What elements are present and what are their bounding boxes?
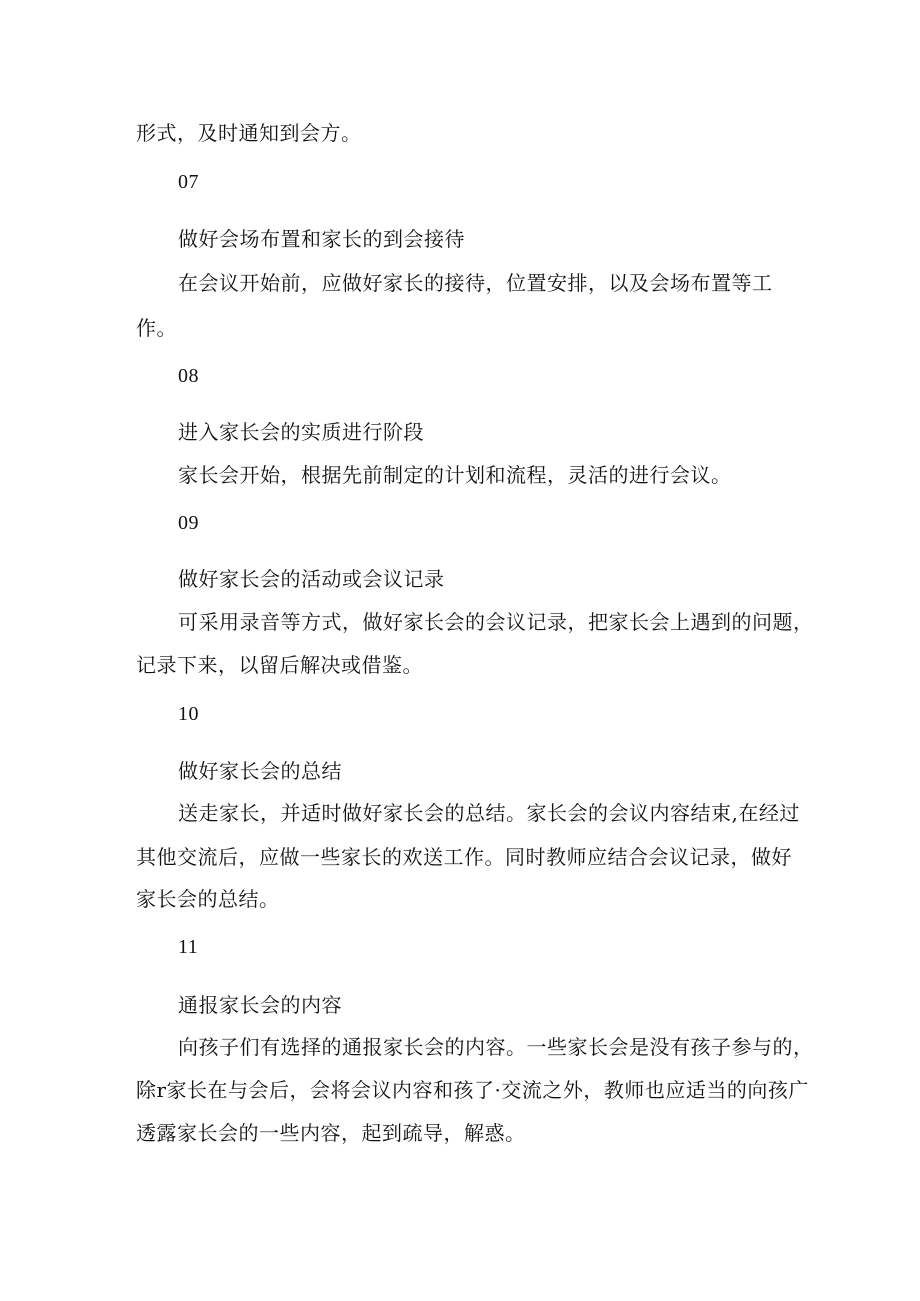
text-line: 除r家长在与会后，会将会议内容和孩了·交流之外，教师也应适当的向孩广 [136, 1078, 809, 1102]
text-line: 向孩子们有选择的通报家长会的内容。一些家长会是没有孩子参与的， [178, 1035, 814, 1059]
section-heading: 做好家长会的活动或会议记录 [178, 567, 445, 591]
section-number: 10 [178, 703, 199, 725]
text-line: 其他交流后，应做一些家长的欢送工作。同时教师应结合会议记录，做好 [136, 845, 792, 869]
text-line: 记录下来，以留后解决或借鉴。 [136, 653, 423, 677]
section-heading: 通报家长会的内容 [178, 993, 342, 1017]
section-number: 09 [178, 512, 199, 534]
text-line: 家长会开始，根据先前制定的计划和流程，灵活的进行会议。 [178, 463, 732, 487]
section-number: 08 [178, 365, 199, 387]
text-line: 在会议开始前，应做好家长的接待，位置安排，以及会场布置等工 [178, 271, 773, 295]
section-number: 07 [178, 171, 199, 193]
section-heading: 做好家长会的总结 [178, 759, 342, 783]
section-heading: 做好会场布置和家长的到会接待 [178, 227, 465, 251]
section-number: 11 [178, 936, 199, 958]
text-line: 送走家长，并适时做好家长会的总结。家长会的会议内容结束,在经过 [178, 801, 800, 825]
text-line: 形式，及时通知到会方。 [136, 121, 362, 145]
text-line: 作。 [136, 316, 177, 340]
text-line: 透露家长会的一些内容，起到疏导，解惑。 [136, 1121, 526, 1145]
text-line: 可采用录音等方式，做好家长会的会议记录，把家长会上遇到的问题， [178, 610, 814, 634]
text-line: 家长会的总结。 [136, 887, 280, 911]
section-heading: 进入家长会的实质进行阶段 [178, 420, 424, 444]
